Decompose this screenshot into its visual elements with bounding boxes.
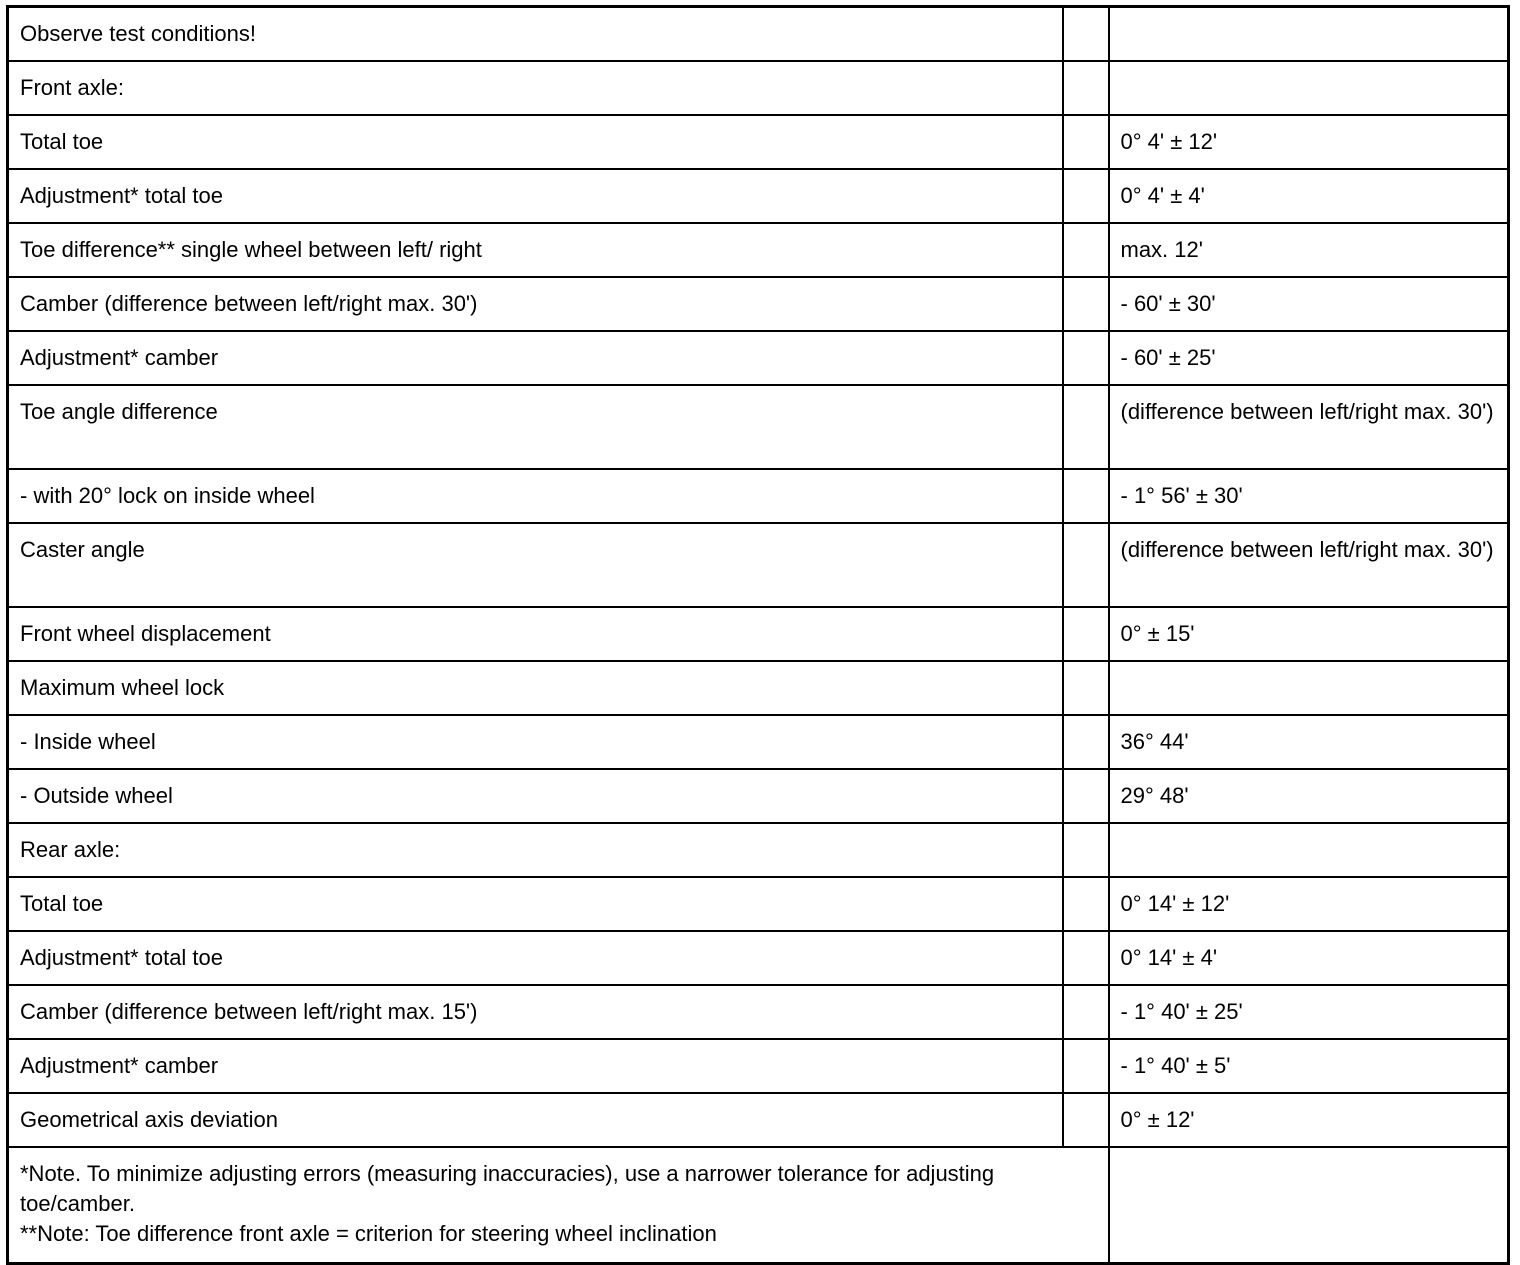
row-label: Camber (difference between left/right max. 15') (8, 985, 1063, 1039)
row-label: - Inside wheel (8, 715, 1063, 769)
spacer-cell (1063, 1093, 1109, 1147)
table-row (8, 61, 1509, 115)
table-row (8, 607, 1509, 661)
table-row (8, 1093, 1509, 1147)
row-label: Adjustment* camber (8, 331, 1063, 385)
table-row (8, 115, 1509, 169)
row-value: 0° ± 15' (1109, 607, 1509, 661)
spacer-cell (1063, 769, 1109, 823)
table-row (8, 715, 1509, 769)
row-value: - 60' ± 30' (1109, 277, 1509, 331)
spec-table-body (8, 7, 1509, 1264)
row-label: Maximum wheel lock (8, 661, 1063, 715)
row-label: Observe test conditions! (8, 7, 1063, 61)
notes-cell (8, 1147, 1109, 1264)
spacer-cell (1063, 169, 1109, 223)
row-value: 0° 14' ± 12' (1109, 877, 1509, 931)
row-value: 36° 44' (1109, 715, 1509, 769)
row-label: Adjustment* total toe (8, 169, 1063, 223)
row-label: Toe angle difference (8, 385, 1063, 469)
spacer-cell (1063, 1039, 1109, 1093)
row-label: Front axle: (8, 61, 1063, 115)
spacer-cell (1063, 823, 1109, 877)
table-row (8, 877, 1509, 931)
table-row (8, 769, 1509, 823)
row-label: Caster angle (8, 523, 1063, 607)
row-value: 0° 4' ± 12' (1109, 115, 1509, 169)
table-row (8, 331, 1509, 385)
table-row (8, 7, 1509, 61)
table-row (8, 931, 1509, 985)
row-value: (difference between left/right max. 30') (1109, 523, 1509, 607)
table-row (8, 661, 1509, 715)
row-value: (difference between left/right max. 30') (1109, 385, 1509, 469)
row-label: Geometrical axis deviation (8, 1093, 1063, 1147)
table-row (8, 523, 1509, 607)
table-row (8, 1039, 1509, 1093)
row-value: 29° 48' (1109, 769, 1509, 823)
row-label: Camber (difference between left/right max. 30') (8, 277, 1063, 331)
spacer-cell (1063, 277, 1109, 331)
spacer-cell (1063, 661, 1109, 715)
row-value: - 1° 56' ± 30' (1109, 469, 1509, 523)
spacer-cell (1063, 715, 1109, 769)
spacer-cell (1063, 61, 1109, 115)
row-label: Adjustment* total toe (8, 931, 1063, 985)
spacer-cell (1063, 7, 1109, 61)
wheel-alignment-spec-table (6, 5, 1510, 1265)
table-row (8, 277, 1509, 331)
row-value: 0° 14' ± 4' (1109, 931, 1509, 985)
row-label: Toe difference** single wheel between left/ right (8, 223, 1063, 277)
spacer-cell (1063, 469, 1109, 523)
spacer-cell (1063, 931, 1109, 985)
row-label: Adjustment* camber (8, 1039, 1063, 1093)
row-value (1109, 661, 1509, 715)
row-value (1109, 7, 1509, 61)
table-row (8, 985, 1509, 1039)
row-label: Rear axle: (8, 823, 1063, 877)
row-label: - with 20° lock on inside wheel (8, 469, 1063, 523)
note-toe-difference: **Note: Toe difference front axle = criterion for steering wheel inclination (20, 1220, 717, 1246)
row-value: - 60' ± 25' (1109, 331, 1509, 385)
spacer-cell (1063, 331, 1109, 385)
spacer-cell (1063, 985, 1109, 1039)
notes-empty-cell (1109, 1147, 1509, 1264)
spacer-cell (1063, 223, 1109, 277)
row-value: 0° ± 12' (1109, 1093, 1509, 1147)
row-value: - 1° 40' ± 5' (1109, 1039, 1509, 1093)
spacer-cell (1063, 523, 1109, 607)
table-row (8, 169, 1509, 223)
row-label: Total toe (8, 115, 1063, 169)
spacer-cell (1063, 385, 1109, 469)
notes-row (8, 1147, 1509, 1264)
table-row (8, 469, 1509, 523)
row-label: - Outside wheel (8, 769, 1063, 823)
spacer-cell (1063, 115, 1109, 169)
row-value: 0° 4' ± 4' (1109, 169, 1509, 223)
row-value: - 1° 40' ± 25' (1109, 985, 1509, 1039)
table-row (8, 223, 1509, 277)
spacer-cell (1063, 607, 1109, 661)
table-row (8, 823, 1509, 877)
row-value (1109, 823, 1509, 877)
row-value (1109, 61, 1509, 115)
note-adjusting-errors: *Note. To minimize adjusting errors (measuring inaccuracies), use a narrower tolerance for adjusting toe/camber. (20, 1160, 995, 1216)
spacer-cell (1063, 877, 1109, 931)
row-label: Front wheel displacement (8, 607, 1063, 661)
table-row (8, 385, 1509, 469)
row-value: max. 12' (1109, 223, 1509, 277)
row-label: Total toe (8, 877, 1063, 931)
